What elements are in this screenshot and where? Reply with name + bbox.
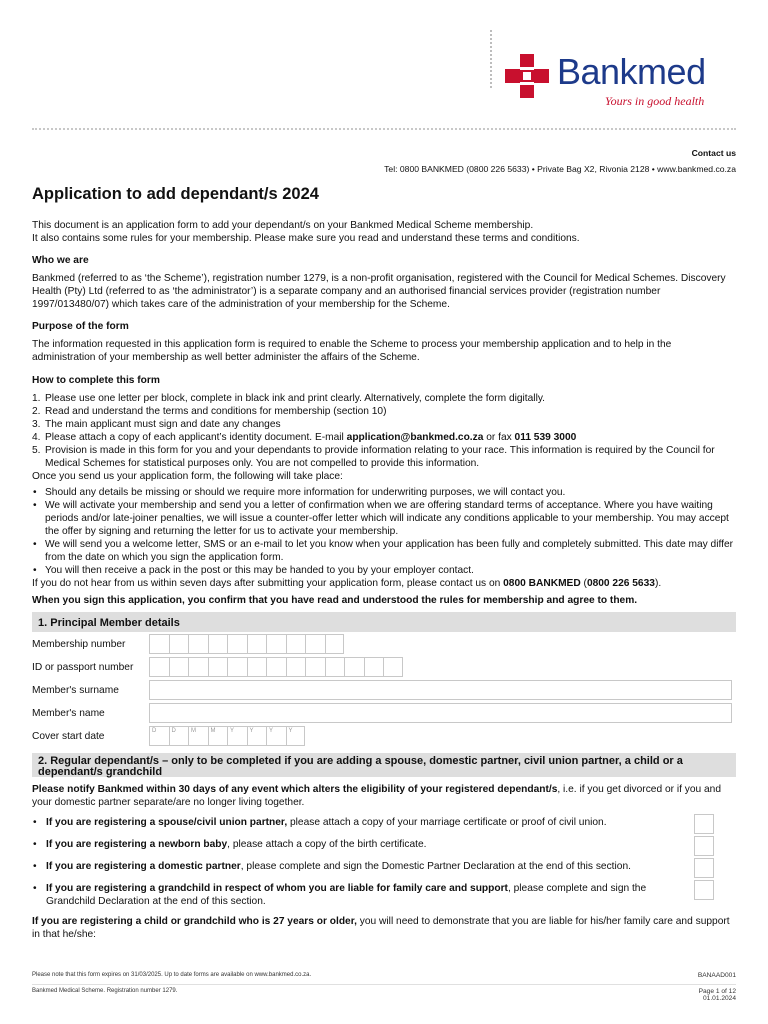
document-body (32, 184, 736, 941)
checklist-item: • If you are registering a grandchild in respect of whom you are liable for family care and support, please complete and sign the Grandchild Declaration at the end of this section. (32, 882, 692, 908)
section-1-header: 1. Principal Member details (32, 612, 736, 632)
who-text: Bankmed (referred to as ‘the Scheme’), registration number 1279, is a non-profit organisation, registered with the Council for Medical Schemes. Discovery Health (Pty) Ltd (referred to as ‘the administrator’) is a separate company and an authorised financial services provider (registration number 1997/013480/07) which takes care of the administration of your membership for the Scheme. (32, 273, 726, 311)
membership-number-label: Membership number (32, 639, 126, 651)
cover-date-row (32, 724, 736, 747)
checkbox-newborn[interactable] (694, 836, 714, 856)
name-label: Member's name (32, 708, 105, 720)
page-title: Application to add dependant/s 2024 (32, 185, 319, 203)
notify-text: Please notify Bankmed within 30 days of any event which alters the eligibility of your registered dependant/s, i.e. if you get divorced or if you and your domestic partner separate/are no longer living together. (32, 784, 722, 809)
id-number-row (32, 655, 736, 678)
cross-logo-icon (505, 54, 549, 98)
purpose-text: The information requested in this application form is required to enable the Scheme to process your membership application and to help in the administration of your membership as well better administer the affairs of the Scheme. (32, 339, 672, 364)
checklist-item: • If you are registering a newborn baby, please attach a copy of the birth certificate. (32, 838, 692, 860)
once-text: Once you send us your application form, the following will take place: (32, 470, 343, 482)
membership-number-row (32, 632, 736, 655)
process-item: • Should any details be missing or should we require more information for underwriting purposes, we will contact you. (32, 486, 736, 499)
page-number: Page 1 of 12 (698, 988, 736, 995)
contact-details: Tel: 0800 BANKMED (0800 226 5633) • Private Bag X2, Rivonia 2128 • www.bankmed.co.za (384, 164, 736, 174)
intro-line-1: This document is an application form to add your dependant/s on your Bankmed Medical Scheme membership. (32, 220, 534, 232)
expiry-note: Please note that this form expires on 31/03/2025. Up to date forms are available on www.bankmed.co.za. BANAAD001 (32, 972, 736, 979)
step-item: 5. Provision is made in this form for you and your dependants to provide information relating to your race. This information is required by the Council for Medical Schemes for statistical purposes only. You are not compelled to provide this information. (32, 444, 715, 469)
surname-row (32, 678, 736, 701)
checkbox-grandchild[interactable] (694, 880, 714, 900)
cover-date-label: Cover start date (32, 731, 105, 743)
process-item: • We will activate your membership and send you a letter of confirmation when we are offering standard terms of acceptance. Where you have waiting periods and/or late-joiner penalties, we will issue a counter-offer letter which will indicate any conditions applicable to your membership. You may accept the offer by signing and returning the letter for us to activate your membership. (32, 499, 736, 538)
contact-note: If you do not hear from us within seven days after submitting your application form, please contact us on 0800 BANKMED (0800 226 5633). (32, 578, 662, 590)
name-row (32, 701, 736, 724)
checkbox-spouse[interactable] (694, 814, 714, 834)
footer (32, 988, 736, 1003)
child-age-text: If you are registering a child or grandchild who is 27 years or older, you will need to demonstrate that you are liable for his/her family care and support in that he/she: (32, 915, 730, 940)
checklist-item: • If you are registering a domestic partner, please complete and sign the Domestic Partner Declaration at the end of this section. (32, 860, 692, 882)
name-field[interactable] (149, 703, 732, 723)
contact-title: Contact us (691, 148, 736, 158)
application-email-link[interactable]: application@bankmed.co.za (346, 431, 484, 443)
who-heading: Who we are (32, 255, 89, 267)
steps-list (32, 392, 736, 470)
section-2-header: 2. Regular dependant/s – only to be completed if you are adding a spouse, domestic partner, civil union partner, a child or a dependant/s grandchild (32, 753, 736, 777)
step-item: 1. Please use one letter per block, complete in black ink and print clearly. Alternatively, complete the form digitally. (32, 392, 545, 404)
header-divider-horizontal (32, 128, 736, 130)
surname-field[interactable] (149, 680, 732, 700)
brand-name: Bankmed (557, 51, 706, 92)
id-number-label: ID or passport number (32, 662, 134, 674)
header-divider-vertical (490, 30, 492, 88)
surname-label: Member's surname (32, 685, 119, 697)
purpose-heading: Purpose of the form (32, 321, 129, 333)
step-item: 3. The main applicant must sign and date any changes (32, 418, 281, 430)
process-list (32, 486, 736, 577)
form-code: BANAAD001 (697, 972, 736, 979)
fax-number: 011 539 3000 (514, 431, 577, 443)
id-number-field[interactable] (149, 657, 403, 677)
contact-block (384, 148, 736, 175)
step-item: 2. Read and understand the terms and conditions for membership (section 10) (32, 405, 387, 417)
sign-confirmation: When you sign this application, you confirm that you have read and understood the rules for membership and agree to them. (32, 595, 638, 607)
scheme-registration: Bankmed Medical Scheme. Registration number 1279. (32, 988, 178, 994)
bankmed-logo (505, 52, 720, 112)
intro-line-2: It also contains some rules for your membership. Please make sure you read and understand these terms and conditions. (32, 233, 580, 245)
cover-date-field[interactable]: D D M M Y Y Y Y (149, 726, 305, 746)
checkbox-domestic-partner[interactable] (694, 858, 714, 878)
footer-date: 01.01.2024 (702, 995, 736, 1003)
brand-tagline: Yours in good health (605, 94, 705, 108)
checklist-item: • If you are registering a spouse/civil union partner, please attach a copy of your marriage certificate or proof of civil union. (32, 816, 692, 838)
how-heading: How to complete this form (32, 374, 160, 386)
footer-divider (32, 984, 736, 985)
step-item: 4. Please attach a copy of each applicant’s identity document. E-mail application@bankmed.co.za or fax 011 539 3000 (32, 431, 577, 443)
dependant-checklist (32, 816, 692, 908)
membership-number-field[interactable] (149, 634, 344, 654)
process-item: • We will send you a welcome letter, SMS or an e-mail to let you know when your application has been fully and completely submitted. This date may differ from the date on which you sign the application form. (32, 538, 736, 564)
process-item: • You will then receive a pack in the post or this may be handed to you by your employer contact. (32, 564, 736, 577)
